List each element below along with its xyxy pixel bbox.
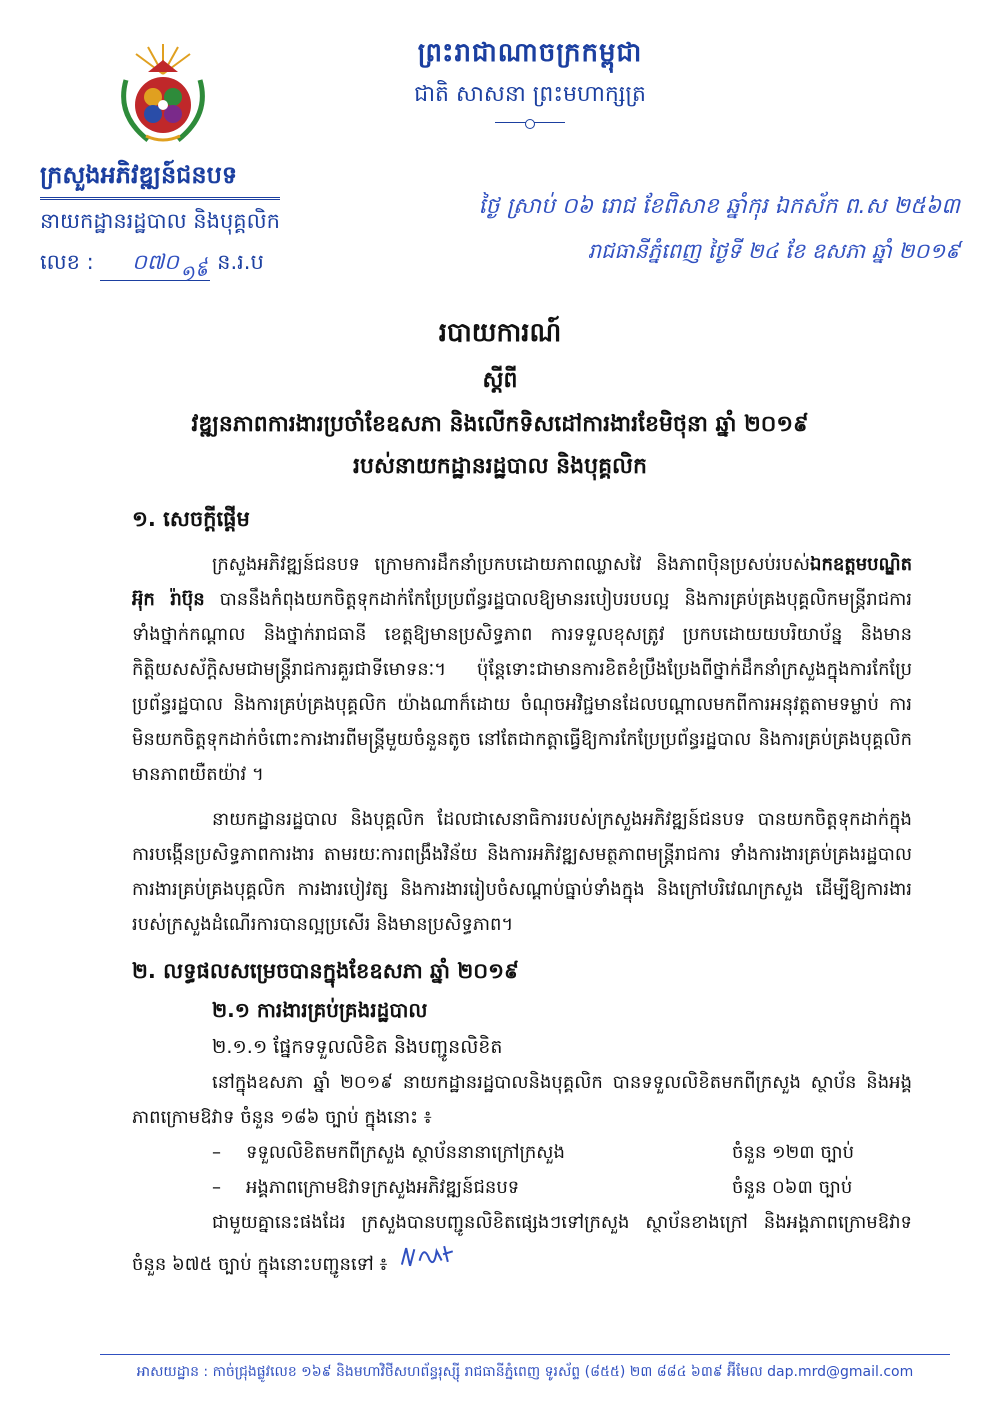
footer-address: អាសយដ្ឋាន : កាច់ជ្រុងផ្លូវលេខ ១៦៩ និងមហាវិថីសហព័ន្ធរុស្ស៊ី រាជធានីភ្នំពេញ ទូរស័ព្ទ (៨៥៥) ២៣ ៨៨៤ ៦៣៩ អ៊ីមែល dap.mrd@gmail.com bbox=[136, 1364, 914, 1380]
section1-paragraph2: នាយកដ្ឋានរដ្ឋបាល និងបុគ្គលិក ដែលជាសេនាធិការរបស់ក្រសួងអភិវឌ្ឍន៍ជនបទ បានយកចិត្តទុកដាក់ក្នុងការបង្កើនប្រសិទ្ធភាពការងារ តាមរយៈការពង្រឹងវិន័យ និងការអភិវឌ្ឍសមត្ថភាពមន្ត្រីរាជការ ទាំងការងារគ្រប់គ្រងរដ្ឋបាល ការងារគ្រប់គ្រងបុគ្គលិក ការងារបៀវត្ស និងការងាររៀបចំសណ្តាប់ធ្នាប់ទាំងក្នុង និងក្រៅបរិវេណក្រសួង ដើម្បីឱ្យការងាររបស់ក្រសួងដំណើរការបានល្អប្រសើរ និងមានប្រសិទ្ធភាព។ bbox=[132, 809, 912, 935]
report-title: របាយការណ៍ bbox=[438, 318, 562, 348]
bullet-dash: – bbox=[212, 1177, 221, 1198]
bullet-text: ទទួលលិខិតមកពីក្រសួង ស្ថាប័ននានាក្រៅក្រសួង bbox=[246, 1142, 565, 1163]
send-text: ជាមួយគ្នានេះផងដែរ ក្រសួងបានបញ្ជូនលិខិតផ្សេងៗទៅក្រសួង ស្ថាប័នខាងក្រៅ និងអង្គភាពក្រោមឱវាទ ចំនួន ៦៧៥ ច្បាប់ ក្នុងនោះបញ្ជូនទៅ ៖ bbox=[132, 1212, 912, 1275]
section2-send-paragraph bbox=[132, 1205, 912, 1282]
report-subject-line2: របស់នាយកដ្ឋានរដ្ឋបាល និងបុគ្គលិក bbox=[353, 454, 647, 479]
reference-sub-number: ១៩ bbox=[176, 255, 212, 288]
lunar-date: ថ្ងៃ ស្រាប់ ០៦ រោជ ខែពិសាខ ឆ្នាំកុរ ឯកស័ក ព.ស ២៥៦៣ bbox=[478, 194, 960, 219]
footer-divider bbox=[100, 1354, 950, 1355]
section2-1-heading: ២.១ ការងារគ្រប់គ្រងរដ្ឋបាល bbox=[212, 998, 428, 1022]
report-subject-line1: វឌ្ឍនភាពការងារប្រចាំខែឧសភា និងលើកទិសដៅការងារខែមិថុនា ឆ្នាំ ២០១៩ bbox=[191, 412, 809, 437]
department-name: នាយកដ្ឋានរដ្ឋបាល និងបុគ្គលិក bbox=[40, 209, 280, 233]
kingdom-header bbox=[370, 36, 690, 123]
bullet-dash: – bbox=[212, 1142, 221, 1163]
list-item bbox=[132, 1170, 912, 1205]
section2-1-1-heading: ២.១.១ ផ្នែកទទួលលិខិត និងបញ្ជូនលិខិត bbox=[212, 1036, 503, 1058]
ministry-block bbox=[40, 160, 280, 288]
bullet-count: ចំនួន ០៦៣ ច្បាប់ bbox=[732, 1177, 853, 1198]
report-body bbox=[132, 502, 912, 1282]
bullet-count: ចំនួន ១២៣ ច្បាប់ bbox=[732, 1142, 855, 1163]
para1-lead: ក្រសួងអភិវឌ្ឍន៍ជនបទ ក្រោមការដឹកនាំប្រកបដោយភាពឈ្លាសវៃ និងភាពប៉ិនប្រសប់របស់ bbox=[212, 554, 811, 575]
report-titles bbox=[0, 316, 1000, 484]
letters-received-list bbox=[132, 1135, 912, 1205]
list-item bbox=[132, 1135, 912, 1170]
section1-heading: ១. សេចក្តីផ្តើម bbox=[132, 507, 250, 531]
reference-suffix: ន.រ.ប bbox=[217, 250, 264, 274]
reference-number: ០៧០ bbox=[100, 249, 210, 281]
section1-paragraph1 bbox=[132, 547, 912, 792]
header-divider bbox=[495, 122, 565, 123]
kingdom-title: ព្រះរាជាណាចក្រកម្ពុជា bbox=[417, 38, 643, 68]
report-about: ស្តីពី bbox=[482, 368, 518, 393]
bullet-text: អង្គភាពក្រោមឱវាទក្រសួងអភិវឌ្ឍន៍ជនបទ bbox=[246, 1177, 520, 1198]
date-block bbox=[420, 192, 960, 269]
section2-heading: ២. លទ្ធផលសម្រេចបានក្នុងខែឧសភា ឆ្នាំ ២០១៩ bbox=[132, 959, 519, 983]
initials-signature-icon bbox=[396, 1237, 459, 1273]
minister-name: ឯកឧត្តមបណ្ឌិត អ៊ុក រ៉ាប៊ុន bbox=[132, 554, 912, 610]
solar-date: រាជធានីភ្នំពេញ ថ្ងៃទី ២៤ ខែ ឧសភា ឆ្នាំ ២០១៩ bbox=[587, 239, 960, 263]
national-motto: ជាតិ សាសនា ព្រះមហាក្សត្រ bbox=[414, 82, 646, 107]
section2-intro-paragraph: នៅក្នុងឧសភា ឆ្នាំ ២០១៩ នាយកដ្ឋានរដ្ឋបាលនិងបុគ្គលិក បានទទួលលិខិតមកពីក្រសួង ស្ថាប័ន និងអង្គភាពក្រោមឱវាទ ចំនួន ១៨៦ ច្បាប់ ក្នុងនោះ ៖ bbox=[132, 1072, 912, 1128]
ministry-logo-icon bbox=[108, 40, 218, 150]
reference-label: លេខ : bbox=[40, 250, 94, 274]
ministry-name: ក្រសួងអភិវឌ្ឍន៍ជនបទ bbox=[40, 160, 280, 200]
reference-line bbox=[40, 249, 280, 281]
para1-rest: បាននឹងកំពុងយកចិត្តទុកដាក់កែប្រែប្រព័ន្ធរដ្ឋបាលឱ្យមានរបៀបរបបល្អ និងការគ្រប់គ្រងបុគ្គលិកមន្ត្រីរាជការទាំងថ្នាក់កណ្តាល និងថ្នាក់រាជធានី ខេត្តឱ្យមានប្រសិទ្ធភាព ការទទួលខុសត្រូវ ប្រកបដោយយបរិយាប័ន្ន និងមានកិត្តិយសស័ក្តិសមជាមន្ត្រីរាជការគួរជាទីមោទនៈ។ ប៉ុន្តែទោះជាមានការខិតខំប្រឹងប្រែងពីថ្នាក់ដឹកនាំក្រសួងក្នុងការកែប្រែប្រព័ន្ធរដ្ឋបាល និងការគ្រប់គ្រងបុគ្គលិក យ៉ាងណាក៏ដោយ ចំណុចអវិជ្ជមានដែលបណ្តាលមកពីការអនុវត្តតាមទម្លាប់ ការមិនយកចិត្តទុកដាក់ចំពោះការងារពីមន្ត្រីមួយចំនួនតូច នៅតែជាកត្តាធ្វើឱ្យការកែប្រែប្រព័ន្ធរដ្ឋបាល និងការគ្រប់គ្រងបុគ្គលិក មានភាពយឺតយ៉ាវ ។ bbox=[132, 589, 912, 785]
